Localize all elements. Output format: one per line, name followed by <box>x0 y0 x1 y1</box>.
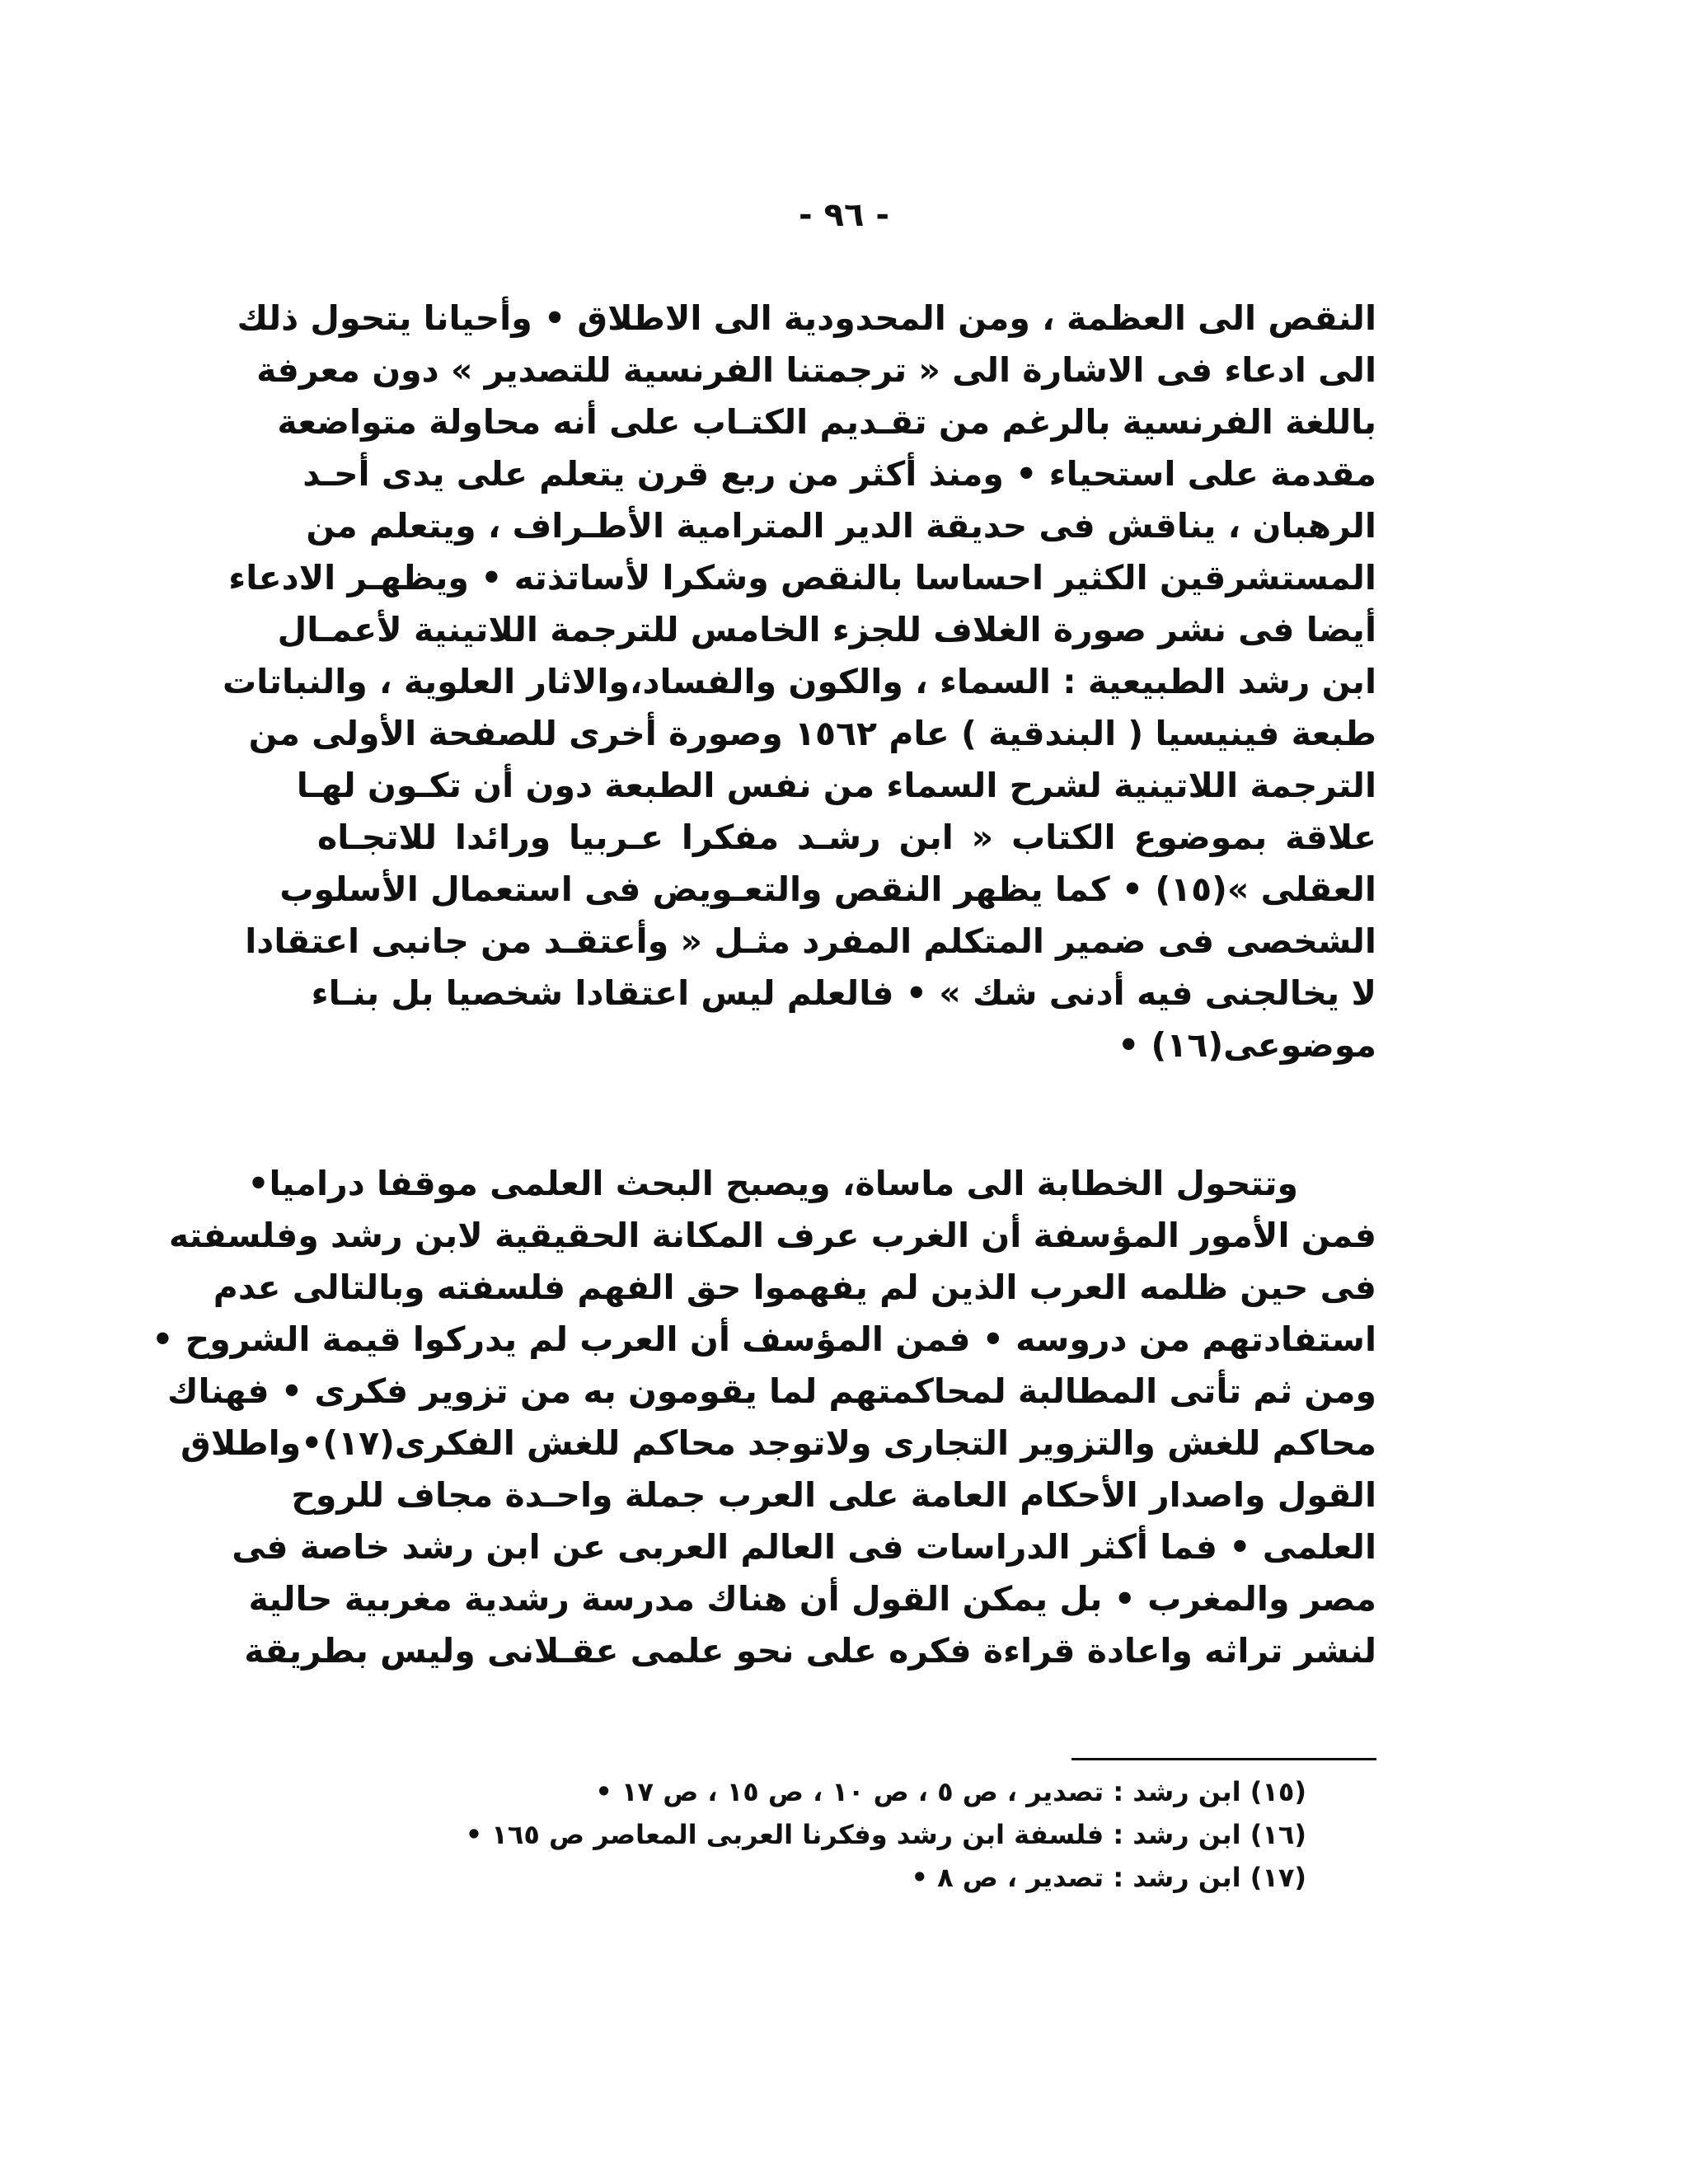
text-line: الى ادعاء فى الاشارة الى « ترجمتنا الفرنسية للتصدير » دون معرفة <box>256 350 1376 390</box>
text-line: ومن ثم تأتى المطالبة لمحاكمتهم لما يقومون به من تزوير فكرى • فهناك <box>166 1371 1376 1411</box>
text-line: الرهبان ، يناقش فى حديقة الدير المترامية الأطـراف ، ويتعلم من <box>306 506 1376 546</box>
text-line: ابن رشد الطبيعية : السماء ، والكون والفساد،والاثار العلوية ، والنباتات <box>222 662 1376 701</box>
page-number: - ٩٦ - <box>799 196 889 234</box>
footnote-16: (١٦) ابن رشد : فلسفة ابن رشد وفكرنا العربى المعاصر ص ١٦٥ • <box>465 1819 1306 1850</box>
text-line: لنشر تراثه واعادة قراءة فكره على نحو علمى عقـلانى وليس بطريقة <box>244 1631 1376 1671</box>
text-line: فمن الأمور المؤسفة أن الغرب عرف المكانة الحقيقية لابن رشد وفلسفته <box>168 1216 1376 1255</box>
footnote-15: (١٥) ابن رشد : تصدير ، ص ٥ ، ص ١٠ ، ص ١٥ ، ص ١٧ • <box>595 1776 1306 1807</box>
paragraph-2 <box>152 1158 1376 1677</box>
text-line: الترجمة اللاتينية لشرح السماء من نفس الطبعة دون أن تكـون لهـا <box>296 766 1376 805</box>
text-line: وتتحول الخطابة الى ماساة، ويصبح البحث العلمى موقفا دراميا• <box>247 1164 1298 1203</box>
footnote-divider <box>1071 1758 1376 1760</box>
text-line: لا يخالجنى فيه أدنى شك » • فالعلم ليس اعتقادا شخصيا بل بنـاء <box>311 973 1376 1013</box>
footnote-17: (١٧) ابن رشد : تصدير ، ص ٨ • <box>911 1862 1306 1893</box>
text-line: محاكم للغش والتزوير التجارى ولاتوجد محاكم للغش الفكرى(١٧)•واطلاق <box>181 1423 1376 1463</box>
text-line: استفادتهم من دروسه • فمن المؤسف أن العرب لم يدركوا قيمة الشروح • <box>152 1319 1376 1359</box>
text-line: طبعة فينيسيا ( البندقية ) عام ١٥٦٢ وصورة أخرى للصفحة الأولى من <box>248 714 1376 753</box>
text-line: باللغة الفرنسية بالرغم من تقـديم الكتـاب على أنه محاولة متواضعة <box>277 402 1376 442</box>
footnotes <box>317 1770 1306 1899</box>
paragraph-1 <box>222 293 1376 1071</box>
text-line: موضوعى(١٦) • <box>1118 1025 1376 1065</box>
text-line: المستشرقين الكثير احساسا بالنقص وشكرا لأساتذته • ويظهـر الادعاء <box>228 558 1376 598</box>
text-line: النقص الى العظمة ، ومن المحدودية الى الاطلاق • وأحيانا يتحول ذلك <box>237 298 1376 338</box>
text-line: مصر والمغرب • بل يمكن القول أن هناك مدرسة رشدية مغربية حالية <box>248 1579 1376 1619</box>
text-line: مقدمة على استحياء • ومنذ أكثر من ربع قرن يتعلم على يدى أحـد <box>302 454 1376 494</box>
text-line: أيضا فى نشر صورة الغلاف للجزء الخامس للترجمة اللاتينية لأعمـال <box>277 610 1376 649</box>
text-line: الشخصى فى ضمير المتكلم المفرد مثـل « وأعتقـد من جانبى اعتقادا <box>245 921 1376 961</box>
text-line: العقلى »(١٥) • كما يظهر النقص والتعـويض فى استعمال الأسلوب <box>279 869 1376 909</box>
text-line: علاقة بموضوع الكتاب « ابن رشـد مفكرا عـربيا ورائدا للاتجـاه <box>317 818 1376 857</box>
text-line: العلمى • فما أكثر الدراسات فى العالم العربى عن ابن رشد خاصة فى <box>232 1527 1376 1567</box>
text-line: القول واصدار الأحكام العامة على العرب جملة واحـدة مجاف للروح <box>291 1475 1376 1515</box>
text-line: فى حين ظلمه العرب الذين لم يفهموا حق الفهم فلسفته وبالتالى عدم <box>213 1268 1376 1307</box>
